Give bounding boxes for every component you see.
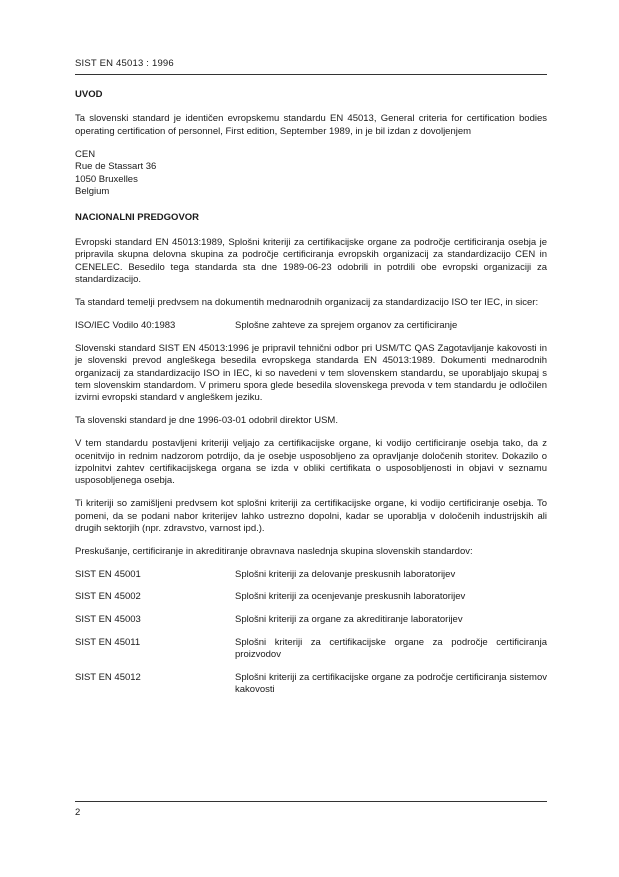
page-number: 2	[75, 807, 81, 818]
standard-description: Splošni kriteriji za organe za akreditiranje laboratorijev	[235, 614, 463, 626]
reference-code: ISO/IEC Vodilo 40:1983	[75, 319, 176, 331]
cen-address	[75, 149, 547, 199]
standard-code: SIST EN 45011	[75, 636, 141, 648]
predgovor-paragraph-6: Ti kriteriji so zamišljeni predvsem kot splošni kriteriji za certifikacijske organe, ki vodijo certificiranje osebja. To pomeni, da se podani nabor kriterijev lahko ustrezno dopolni, kadar se uporablja v določenih industrijskih ali drugih sektorjih (npr. zdravstvo, varnost ipd.).	[75, 498, 547, 535]
standard-row	[75, 569, 547, 581]
standard-row	[75, 637, 547, 662]
standard-row	[75, 614, 547, 626]
section-title-uvod: UVOD	[75, 89, 103, 100]
address-line: Rue de Stassart 36	[75, 161, 157, 173]
standard-code: SIST EN 45003	[75, 614, 141, 626]
predgovor-paragraph-1: Evropski standard EN 45013:1989, Splošni kriteriji za certifikacijske organe za področje certificiranja osebja je pripravila skupna delovna skupina za področje certificiranja evropskih organizacij za standardizacijo CEN in CENELEC. Besedilo tega standarda sta dne 1989-06-23 odobrili in potrdili obe evropski organizaciji za standardizacijo.	[75, 236, 547, 285]
standard-code: SIST EN 45012	[75, 671, 141, 683]
footer-rule	[75, 801, 547, 802]
reference-description: Splošne zahteve za sprejem organov za certificiranje	[235, 319, 458, 331]
address-line: CEN	[75, 148, 96, 160]
document-page	[75, 0, 547, 877]
standard-row	[75, 591, 547, 603]
reference-row	[75, 320, 547, 332]
standard-code: SIST EN 45002	[75, 591, 141, 603]
header-rule	[75, 74, 547, 75]
document-header: SIST EN 45013 : 1996	[75, 58, 174, 69]
predgovor-paragraph-3: Slovenski standard SIST EN 45013:1996 je pripravil tehnični odbor pri USM/TC QAS Zagotavljanje kakovosti in je slovenski prevod angleškega besedila evropskega standarda EN 45013:1989. Dokumenti mednarodnih organizacij za standardizacijo ISO in IEC, ki so navedeni v tem slovenskem standardu, se uporabljajo skupaj s tem slovenskim standardom. V primeru spora glede besedila slovenskega prevoda v tem standardu je odločilen izvirni evropski standard v angleškem jeziku.	[75, 342, 547, 404]
predgovor-paragraph-2: Ta standard temelji predvsem na dokumentih mednarodnih organizacij za standardizacijo ISO ter IEC, in sicer:	[75, 296, 539, 308]
predgovor-paragraph-7: Preskušanje, certificiranje in akreditiranje obravnava naslednja skupina slovenskih standardov:	[75, 545, 473, 557]
standards-list	[75, 569, 547, 697]
standard-description: Splošni kriteriji za certifikacijske organe za področje certificiranja sistemov kakovosti	[235, 671, 547, 696]
standard-code: SIST EN 45001	[75, 568, 141, 580]
address-line: 1050 Bruxelles	[75, 173, 138, 185]
section-title-predgovor: NACIONALNI PREDGOVOR	[75, 212, 200, 224]
standard-description: Splošni kriteriji za delovanje preskusnih laboratorijev	[235, 568, 456, 580]
standard-description: Splošni kriteriji za ocenjevanje preskusnih laboratorijev	[235, 591, 466, 603]
uvod-paragraph: Ta slovenski standard je identičen evropskemu standardu EN 45013, General criteria for certification bodies operating certification of personnel, First edition, September 1989, in je bil izdan z dovoljenjem	[75, 113, 547, 137]
standard-row	[75, 672, 547, 697]
standard-description: Splošni kriteriji za certifikacijske organe za področje certificiranja proizvodov	[235, 636, 547, 661]
predgovor-paragraph-4: Ta slovenski standard je dne 1996-03-01 odobril direktor USM.	[75, 415, 338, 427]
predgovor-paragraph-5: V tem standardu postavljeni kriteriji veljajo za certifikacijske organe, ki vodijo certificiranje osebja tako, da z ocenitvijo in rednim nadzorom potrdijo, da je osebje usposobljeno za opravljanje določenih storitev. Dokazilo o izpolnitvi zahtev certifikacijskega organa se izda v obliki certifikata o usposobljenosti in objavi v seznamu usposobljenega osebja.	[75, 438, 547, 487]
document-body	[75, 89, 547, 707]
address-line: Belgium	[75, 185, 110, 197]
